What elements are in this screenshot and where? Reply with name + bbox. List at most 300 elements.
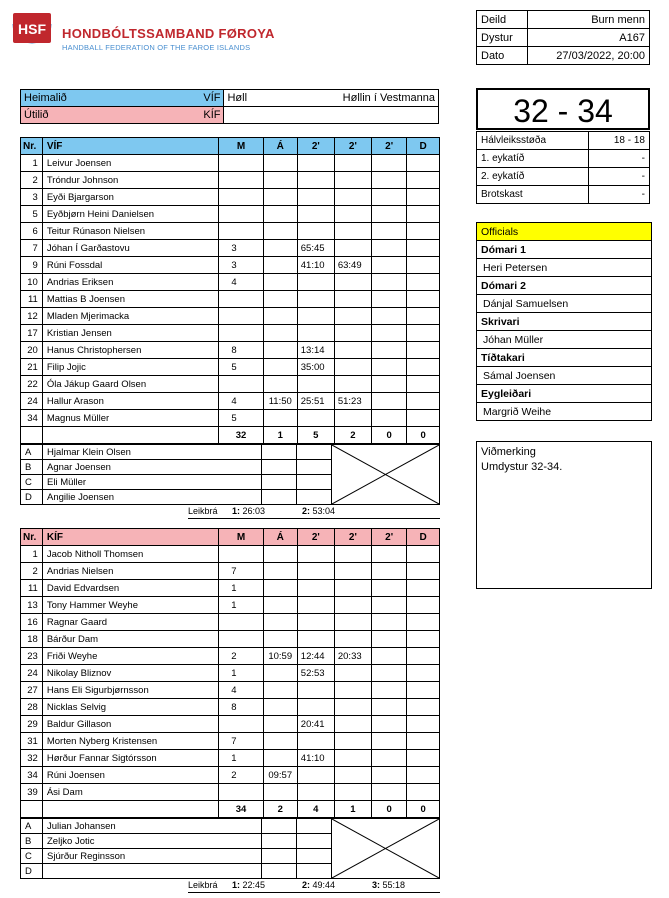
timeout-time: 26:03	[242, 506, 266, 516]
staff-warning	[262, 475, 297, 490]
col-d: D	[407, 138, 440, 155]
info-value: 27/03/2022, 20:00	[527, 47, 649, 65]
player-warning	[263, 189, 297, 206]
player-suspension-1: 20:41	[297, 716, 334, 733]
player-suspension-2	[334, 291, 371, 308]
official-role: Eygleiðari	[477, 385, 652, 403]
player-warning	[263, 206, 297, 223]
player-goals	[219, 223, 263, 240]
player-row	[21, 223, 440, 240]
player-disqualification	[407, 665, 440, 682]
player-warning	[263, 546, 297, 563]
timeout-label: Leikbrá	[188, 506, 218, 516]
staff-letter: C	[21, 849, 43, 864]
player-suspension-1: 35:00	[297, 359, 334, 376]
player-number: 9	[21, 257, 43, 274]
player-disqualification	[407, 682, 440, 699]
player-name: Tony Hammer Weyhe	[42, 597, 218, 614]
staff-suspension	[297, 460, 332, 475]
player-row	[21, 172, 440, 189]
player-warning	[263, 699, 297, 716]
player-warning	[263, 359, 297, 376]
away-team-section	[20, 528, 440, 893]
official-name: Jóhan Müller	[477, 331, 652, 349]
player-suspension-3	[371, 257, 406, 274]
remark-box	[476, 441, 652, 589]
staff-letter: D	[21, 490, 43, 505]
away-timeouts	[188, 880, 440, 893]
team-name: KÍF	[42, 529, 218, 546]
player-row	[21, 631, 440, 648]
player-row	[21, 682, 440, 699]
player-number: 28	[21, 699, 43, 716]
staff-name: Sjúrður Reginsson	[43, 849, 262, 864]
player-suspension-2	[334, 682, 371, 699]
player-suspension-2: 20:33	[334, 648, 371, 665]
player-warning	[263, 597, 297, 614]
player-suspension-3	[371, 699, 406, 716]
home-team-section	[20, 137, 440, 519]
player-number: 3	[21, 189, 43, 206]
col-2min-2: 2'	[334, 529, 371, 546]
staff-warning	[262, 849, 297, 864]
total-d: 0	[407, 801, 440, 818]
info-value: A167	[527, 29, 649, 47]
player-suspension-1	[297, 308, 334, 325]
staff-letter: D	[21, 864, 43, 879]
player-suspension-1	[297, 580, 334, 597]
period-value: -	[589, 150, 650, 168]
staff-suspension	[297, 849, 332, 864]
staff-name: Agnar Joensen	[43, 460, 262, 475]
player-suspension-3	[371, 291, 406, 308]
period-label: 2. eykatíð	[477, 168, 589, 186]
player-suspension-3	[371, 172, 406, 189]
player-disqualification	[407, 325, 440, 342]
player-number: 34	[21, 767, 43, 784]
player-row	[21, 189, 440, 206]
home-label: Heimalið	[24, 92, 67, 104]
col-m: M	[219, 138, 263, 155]
player-name: Ási Dam	[42, 784, 218, 801]
player-name: Hans Eli Sigurbjørnsson	[42, 682, 218, 699]
timeout-number: 1:	[232, 506, 241, 516]
player-row	[21, 597, 440, 614]
player-row	[21, 240, 440, 257]
player-disqualification	[407, 699, 440, 716]
player-name: Leivur Joensen	[42, 155, 218, 172]
player-goals	[219, 189, 263, 206]
player-suspension-3	[371, 155, 406, 172]
player-number: 21	[21, 359, 43, 376]
player-name: Andrias Eriksen	[42, 274, 218, 291]
info-label: Deild	[477, 11, 528, 29]
player-suspension-3	[371, 563, 406, 580]
org-name: HONDBÓLTSSAMBAND FØROYA	[62, 26, 275, 41]
player-suspension-2	[334, 240, 371, 257]
player-goals: 1	[219, 580, 263, 597]
player-disqualification	[407, 750, 440, 767]
player-suspension-1: 52:53	[297, 665, 334, 682]
staff-warning	[262, 460, 297, 475]
player-suspension-1: 12:44	[297, 648, 334, 665]
player-row	[21, 716, 440, 733]
player-name: Nicklas Selvig	[42, 699, 218, 716]
player-number: 31	[21, 733, 43, 750]
period-value: -	[589, 168, 650, 186]
player-number: 23	[21, 648, 43, 665]
staff-name: Hjalmar Klein Olsen	[43, 445, 262, 460]
staff-suspension	[297, 475, 332, 490]
player-suspension-2	[334, 189, 371, 206]
final-score: 32 - 34	[476, 88, 650, 130]
total-blank	[42, 801, 218, 818]
player-row	[21, 563, 440, 580]
player-name: Rúni Fossdal	[42, 257, 218, 274]
player-suspension-3	[371, 750, 406, 767]
period-table	[476, 131, 650, 204]
player-disqualification	[407, 342, 440, 359]
player-disqualification	[407, 257, 440, 274]
player-disqualification	[407, 308, 440, 325]
player-row	[21, 546, 440, 563]
player-suspension-2: 63:49	[334, 257, 371, 274]
away-players-table	[20, 528, 440, 818]
player-suspension-1	[297, 223, 334, 240]
staff-warning	[262, 819, 297, 834]
player-suspension-2	[334, 716, 371, 733]
player-suspension-2	[334, 563, 371, 580]
player-suspension-3	[371, 342, 406, 359]
player-suspension-3	[371, 376, 406, 393]
player-number: 32	[21, 750, 43, 767]
player-disqualification	[407, 206, 440, 223]
away-players-body	[21, 529, 440, 818]
player-goals: 8	[219, 699, 263, 716]
official-role: Dómari 2	[477, 277, 652, 295]
player-warning	[263, 665, 297, 682]
player-goals: 3	[219, 257, 263, 274]
player-number: 5	[21, 206, 43, 223]
player-row	[21, 155, 440, 172]
player-suspension-3	[371, 682, 406, 699]
player-row	[21, 665, 440, 682]
home-staff-table	[20, 444, 440, 505]
player-number: 10	[21, 274, 43, 291]
player-disqualification	[407, 291, 440, 308]
hsf-logo	[10, 10, 54, 62]
player-suspension-2	[334, 274, 371, 291]
player-disqualification	[407, 410, 440, 427]
info-value: Burn menn	[527, 11, 649, 29]
col-nr: Nr.	[21, 138, 43, 155]
player-suspension-1	[297, 767, 334, 784]
player-name: Óla Jákup Gaard Olsen	[42, 376, 218, 393]
player-number: 13	[21, 597, 43, 614]
player-suspension-1: 65:45	[297, 240, 334, 257]
player-number: 1	[21, 155, 43, 172]
player-suspension-2	[334, 580, 371, 597]
venue-value: Høllin í Vestmanna	[342, 92, 435, 104]
crossed-out-box	[332, 445, 440, 505]
player-suspension-1	[297, 206, 334, 223]
official-role: Tíðtakari	[477, 349, 652, 367]
player-name: Morten Nyberg Kristensen	[42, 733, 218, 750]
player-goals	[219, 308, 263, 325]
player-suspension-1	[297, 614, 334, 631]
away-team-cell	[21, 107, 224, 124]
player-goals	[219, 614, 263, 631]
home-players-body	[21, 138, 440, 444]
player-row	[21, 750, 440, 767]
player-row	[21, 733, 440, 750]
player-suspension-3	[371, 189, 406, 206]
player-name: Kristian Jensen	[42, 325, 218, 342]
player-warning	[263, 682, 297, 699]
player-number: 20	[21, 342, 43, 359]
staff-name: Julian Johansen	[43, 819, 262, 834]
info-label: Dato	[477, 47, 528, 65]
player-suspension-2: 51:23	[334, 393, 371, 410]
official-name: Heri Petersen	[477, 259, 652, 277]
home-players-table	[20, 137, 440, 444]
timeout-number: 2:	[302, 880, 311, 890]
official-role: Skrivari	[477, 313, 652, 331]
player-suspension-1	[297, 699, 334, 716]
player-suspension-2	[334, 223, 371, 240]
col-a: Á	[263, 529, 297, 546]
player-name: Mattias B Joensen	[42, 291, 218, 308]
totals-row	[21, 427, 440, 444]
player-row	[21, 699, 440, 716]
player-goals: 5	[219, 359, 263, 376]
player-goals	[219, 155, 263, 172]
staff-warning	[262, 864, 297, 879]
player-warning	[263, 750, 297, 767]
away-staff-table	[20, 818, 440, 879]
home-team-name: VÍF	[203, 92, 221, 104]
player-suspension-1: 25:51	[297, 393, 334, 410]
player-number: 16	[21, 614, 43, 631]
player-warning	[263, 631, 297, 648]
crossed-out-box	[332, 819, 440, 879]
player-goals	[219, 376, 263, 393]
player-warning: 09:57	[263, 767, 297, 784]
total-blank	[21, 427, 43, 444]
officials-table	[476, 222, 652, 421]
player-goals	[219, 206, 263, 223]
player-disqualification	[407, 580, 440, 597]
away-label: Útilið	[24, 109, 49, 121]
player-disqualification	[407, 359, 440, 376]
staff-warning	[262, 445, 297, 460]
player-name: Jóhan Í Garðastovu	[42, 240, 218, 257]
player-warning: 10:59	[263, 648, 297, 665]
total-s3: 0	[371, 427, 406, 444]
player-name: Magnus Müller	[42, 410, 218, 427]
period-label: Brotskast	[477, 186, 589, 204]
total-s1: 5	[297, 427, 334, 444]
player-number: 2	[21, 172, 43, 189]
player-suspension-2	[334, 342, 371, 359]
timeout-time: 49:44	[312, 880, 336, 890]
player-number: 22	[21, 376, 43, 393]
player-suspension-1	[297, 291, 334, 308]
player-warning: 11:50	[263, 393, 297, 410]
player-goals: 7	[219, 733, 263, 750]
player-name: Hallur Arason	[42, 393, 218, 410]
player-warning	[263, 733, 297, 750]
player-suspension-1: 13:14	[297, 342, 334, 359]
svg-text:HSF: HSF	[18, 21, 46, 37]
col-2min-3: 2'	[371, 138, 406, 155]
player-row	[21, 308, 440, 325]
player-suspension-3	[371, 546, 406, 563]
player-row	[21, 274, 440, 291]
player-suspension-3	[371, 206, 406, 223]
player-suspension-1	[297, 682, 334, 699]
player-warning	[263, 240, 297, 257]
total-a: 1	[263, 427, 297, 444]
col-2min-1: 2'	[297, 529, 334, 546]
staff-letter: A	[21, 445, 43, 460]
player-goals: 2	[219, 767, 263, 784]
player-goals: 4	[219, 682, 263, 699]
player-goals: 1	[219, 597, 263, 614]
period-value: 18 - 18	[589, 132, 650, 150]
player-row	[21, 206, 440, 223]
player-number: 1	[21, 546, 43, 563]
player-row	[21, 393, 440, 410]
total-m: 32	[219, 427, 263, 444]
player-suspension-1	[297, 410, 334, 427]
total-s2: 2	[334, 427, 371, 444]
timeout-entry	[232, 506, 265, 516]
player-suspension-3	[371, 784, 406, 801]
player-number: 2	[21, 563, 43, 580]
player-suspension-2	[334, 155, 371, 172]
match-info-row	[477, 29, 650, 47]
player-suspension-1	[297, 189, 334, 206]
player-suspension-2	[334, 784, 371, 801]
player-name: Eyði Bjargarson	[42, 189, 218, 206]
player-warning	[263, 563, 297, 580]
col-m: M	[219, 529, 263, 546]
player-suspension-2	[334, 750, 371, 767]
player-suspension-2	[334, 614, 371, 631]
timeout-entry	[372, 880, 405, 890]
timeout-number: 2:	[302, 506, 311, 516]
staff-suspension	[297, 445, 332, 460]
player-name: Mladen Mjerimacka	[42, 308, 218, 325]
player-row	[21, 410, 440, 427]
player-row	[21, 614, 440, 631]
player-suspension-2	[334, 767, 371, 784]
staff-row	[21, 819, 440, 834]
player-suspension-2	[334, 597, 371, 614]
player-goals	[219, 325, 263, 342]
player-goals: 1	[219, 665, 263, 682]
player-number: 12	[21, 308, 43, 325]
timeout-label: Leikbrá	[188, 880, 218, 890]
player-disqualification	[407, 597, 440, 614]
player-number: 18	[21, 631, 43, 648]
player-suspension-1	[297, 172, 334, 189]
remark-label: Viðmerking	[481, 446, 536, 458]
player-number: 24	[21, 393, 43, 410]
player-disqualification	[407, 614, 440, 631]
player-goals: 7	[219, 563, 263, 580]
player-number: 11	[21, 580, 43, 597]
player-number: 11	[21, 291, 43, 308]
official-name: Sámal Joensen	[477, 367, 652, 385]
player-warning	[263, 784, 297, 801]
timeout-time: 55:18	[382, 880, 406, 890]
player-row	[21, 376, 440, 393]
staff-letter: A	[21, 819, 43, 834]
staff-letter: B	[21, 834, 43, 849]
home-team-cell	[21, 90, 224, 107]
player-disqualification	[407, 784, 440, 801]
away-team-name: KÍF	[203, 109, 221, 121]
col-a: Á	[263, 138, 297, 155]
official-name: Dánjal Samuelsen	[477, 295, 652, 313]
player-suspension-3	[371, 733, 406, 750]
player-warning	[263, 274, 297, 291]
player-suspension-2	[334, 206, 371, 223]
player-row	[21, 784, 440, 801]
staff-suspension	[297, 490, 332, 505]
player-row	[21, 257, 440, 274]
staff-warning	[262, 490, 297, 505]
player-suspension-3	[371, 240, 406, 257]
player-suspension-2	[334, 546, 371, 563]
staff-suspension	[297, 834, 332, 849]
total-blank	[42, 427, 218, 444]
timeout-time: 22:45	[242, 880, 266, 890]
player-goals	[219, 631, 263, 648]
match-info-row	[477, 11, 650, 29]
player-warning	[263, 155, 297, 172]
totals-row	[21, 801, 440, 818]
player-warning	[263, 342, 297, 359]
player-disqualification	[407, 648, 440, 665]
player-suspension-1	[297, 597, 334, 614]
player-suspension-2	[334, 308, 371, 325]
player-suspension-2	[334, 699, 371, 716]
staff-suspension	[297, 819, 332, 834]
period-label: 1. eykatíð	[477, 150, 589, 168]
player-goals	[219, 291, 263, 308]
venue-cell	[224, 90, 439, 107]
remark-text: Umdystur 32-34.	[481, 461, 563, 473]
player-name: Hanus Christophersen	[42, 342, 218, 359]
player-row	[21, 359, 440, 376]
timeout-entry	[302, 880, 335, 890]
player-disqualification	[407, 189, 440, 206]
info-label: Dystur	[477, 29, 528, 47]
player-warning	[263, 716, 297, 733]
player-warning	[263, 257, 297, 274]
player-disqualification	[407, 631, 440, 648]
player-suspension-2	[334, 172, 371, 189]
home-timeouts	[188, 506, 440, 519]
player-row	[21, 648, 440, 665]
org-subtitle: HANDBALL FEDERATION OF THE FAROE ISLANDS	[62, 43, 251, 52]
player-suspension-2	[334, 359, 371, 376]
player-name: Baldur Gillason	[42, 716, 218, 733]
staff-row	[21, 445, 440, 460]
